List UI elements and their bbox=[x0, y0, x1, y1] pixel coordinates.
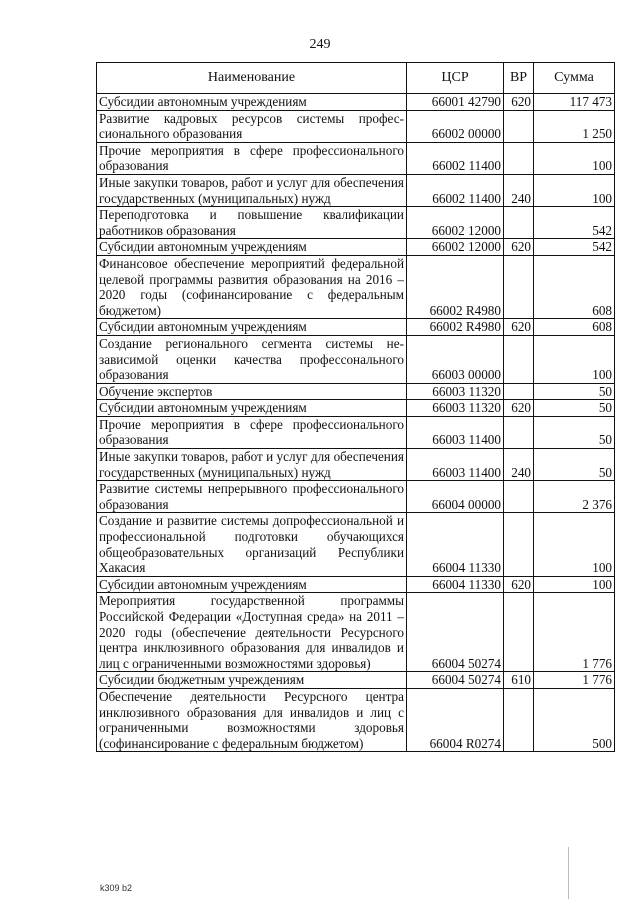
cell-sum: 1 250 bbox=[534, 110, 615, 142]
scan-edge-line bbox=[568, 847, 569, 899]
table-row bbox=[97, 207, 615, 239]
table-header-row bbox=[97, 63, 615, 94]
cell-vr: 240 bbox=[504, 174, 534, 206]
cell-sum: 100 bbox=[534, 335, 615, 383]
cell-csr: 66003 00000 bbox=[407, 335, 504, 383]
cell-csr: 66003 11320 bbox=[407, 400, 504, 417]
cell-vr bbox=[504, 513, 534, 576]
cell-sum: 608 bbox=[534, 255, 615, 318]
cell-vr: 620 bbox=[504, 576, 534, 593]
cell-csr: 66004 50274 bbox=[407, 593, 504, 672]
table-row bbox=[97, 239, 615, 256]
cell-csr: 66002 11400 bbox=[407, 142, 504, 174]
table-row bbox=[97, 449, 615, 481]
cell-csr: 66004 11330 bbox=[407, 576, 504, 593]
table-row bbox=[97, 110, 615, 142]
table-row bbox=[97, 593, 615, 672]
cell-name: Субсидии автономным учреждениям bbox=[97, 239, 407, 256]
cell-csr: 66002 12000 bbox=[407, 207, 504, 239]
cell-sum: 50 bbox=[534, 449, 615, 481]
cell-vr: 240 bbox=[504, 449, 534, 481]
cell-name: Развитие кадровых ресурсов системы профессионального образования bbox=[97, 110, 407, 142]
table-row bbox=[97, 688, 615, 751]
cell-sum: 50 bbox=[534, 400, 615, 417]
cell-sum: 608 bbox=[534, 319, 615, 336]
cell-sum: 100 bbox=[534, 142, 615, 174]
cell-vr bbox=[504, 110, 534, 142]
table-row bbox=[97, 335, 615, 383]
cell-vr: 620 bbox=[504, 400, 534, 417]
cell-sum: 100 bbox=[534, 174, 615, 206]
cell-csr: 66003 11400 bbox=[407, 449, 504, 481]
cell-csr: 66002 R4980 bbox=[407, 319, 504, 336]
cell-sum: 1 776 bbox=[534, 593, 615, 672]
cell-name: Обучение экспертов bbox=[97, 383, 407, 400]
cell-vr bbox=[504, 416, 534, 448]
cell-csr: 66004 50274 bbox=[407, 672, 504, 689]
cell-csr: 66003 11400 bbox=[407, 416, 504, 448]
cell-vr: 620 bbox=[504, 94, 534, 111]
header-name: Наименование bbox=[97, 63, 407, 94]
header-csr: ЦСР bbox=[407, 63, 504, 94]
cell-csr: 66002 11400 bbox=[407, 174, 504, 206]
table-row bbox=[97, 576, 615, 593]
cell-csr: 66003 11320 bbox=[407, 383, 504, 400]
cell-name: Развитие системы непрерывного профессионального образования bbox=[97, 481, 407, 513]
cell-vr bbox=[504, 255, 534, 318]
cell-vr bbox=[504, 593, 534, 672]
cell-name: Прочие мероприятия в сфере профессионального образования bbox=[97, 416, 407, 448]
cell-sum: 542 bbox=[534, 239, 615, 256]
header-vr: ВР bbox=[504, 63, 534, 94]
cell-csr: 66001 42790 bbox=[407, 94, 504, 111]
cell-name: Иные закупки товаров, работ и услуг для обеспечения государственных (муниципальных) нужд bbox=[97, 174, 407, 206]
cell-name: Мероприятия государственной программы Российской Федерации «Доступная среда» на 2011 – 2020 годы (обеспечение деятельности Ресурсного центра инклюзивного образования для инвалидов и лиц с ограниченными возможностями здоровья) bbox=[97, 593, 407, 672]
table-row bbox=[97, 400, 615, 417]
cell-sum: 100 bbox=[534, 576, 615, 593]
cell-vr: 620 bbox=[504, 239, 534, 256]
table-row bbox=[97, 383, 615, 400]
cell-sum: 50 bbox=[534, 383, 615, 400]
cell-name: Субсидии автономным учреждениям bbox=[97, 94, 407, 111]
table-row bbox=[97, 481, 615, 513]
footer-code: k309 b2 bbox=[100, 883, 133, 893]
cell-sum: 500 bbox=[534, 688, 615, 751]
budget-table bbox=[96, 62, 615, 752]
cell-name: Финансовое обеспечение мероприятий федеральной целевой программы развития образования на 2016 – 2020 годы (софинансирование с федеральным бюджетом) bbox=[97, 255, 407, 318]
cell-csr: 66002 00000 bbox=[407, 110, 504, 142]
table-row bbox=[97, 672, 615, 689]
cell-name: Создание и развитие системы допрофессиональной и профессиональной подготовки обучающихся общеобразовательных организаций Республики Хакасия bbox=[97, 513, 407, 576]
table-row bbox=[97, 174, 615, 206]
page-number: 249 bbox=[309, 37, 331, 52]
cell-sum: 1 776 bbox=[534, 672, 615, 689]
cell-name: Обеспечение деятельности Ресурсного центра инклюзивного образования для инвалидов и лиц с ограниченными возможностями здоровья (софинансирование с федеральным бюджетом) bbox=[97, 688, 407, 751]
cell-vr bbox=[504, 481, 534, 513]
table-row bbox=[97, 94, 615, 111]
table-row bbox=[97, 255, 615, 318]
header-sum: Сумма bbox=[534, 63, 615, 94]
cell-sum: 2 376 bbox=[534, 481, 615, 513]
cell-sum: 117 473 bbox=[534, 94, 615, 111]
cell-name: Субсидии автономным учреждениям bbox=[97, 319, 407, 336]
cell-vr bbox=[504, 142, 534, 174]
cell-vr: 610 bbox=[504, 672, 534, 689]
cell-vr: 620 bbox=[504, 319, 534, 336]
table-row bbox=[97, 416, 615, 448]
cell-csr: 66004 11330 bbox=[407, 513, 504, 576]
cell-sum: 542 bbox=[534, 207, 615, 239]
table-row bbox=[97, 513, 615, 576]
table-row bbox=[97, 319, 615, 336]
cell-vr bbox=[504, 335, 534, 383]
cell-sum: 100 bbox=[534, 513, 615, 576]
cell-csr: 66002 R4980 bbox=[407, 255, 504, 318]
cell-name: Создание регионального сегмента системы независимой оценки качества профессонального образования bbox=[97, 335, 407, 383]
cell-name: Субсидии автономным учреждениям bbox=[97, 576, 407, 593]
cell-vr bbox=[504, 207, 534, 239]
cell-name: Прочие мероприятия в сфере профессионального образования bbox=[97, 142, 407, 174]
cell-csr: 66002 12000 bbox=[407, 239, 504, 256]
table-row bbox=[97, 142, 615, 174]
cell-name: Субсидии автономным учреждениям bbox=[97, 400, 407, 417]
cell-vr bbox=[504, 688, 534, 751]
cell-csr: 66004 R0274 bbox=[407, 688, 504, 751]
cell-name: Иные закупки товаров, работ и услуг для обеспечения государственных (муниципальных) нужд bbox=[97, 449, 407, 481]
cell-sum: 50 bbox=[534, 416, 615, 448]
cell-vr bbox=[504, 383, 534, 400]
cell-name: Субсидии бюджетным учреждениям bbox=[97, 672, 407, 689]
cell-name: Переподготовка и повышение квалификации работников образования bbox=[97, 207, 407, 239]
cell-csr: 66004 00000 bbox=[407, 481, 504, 513]
